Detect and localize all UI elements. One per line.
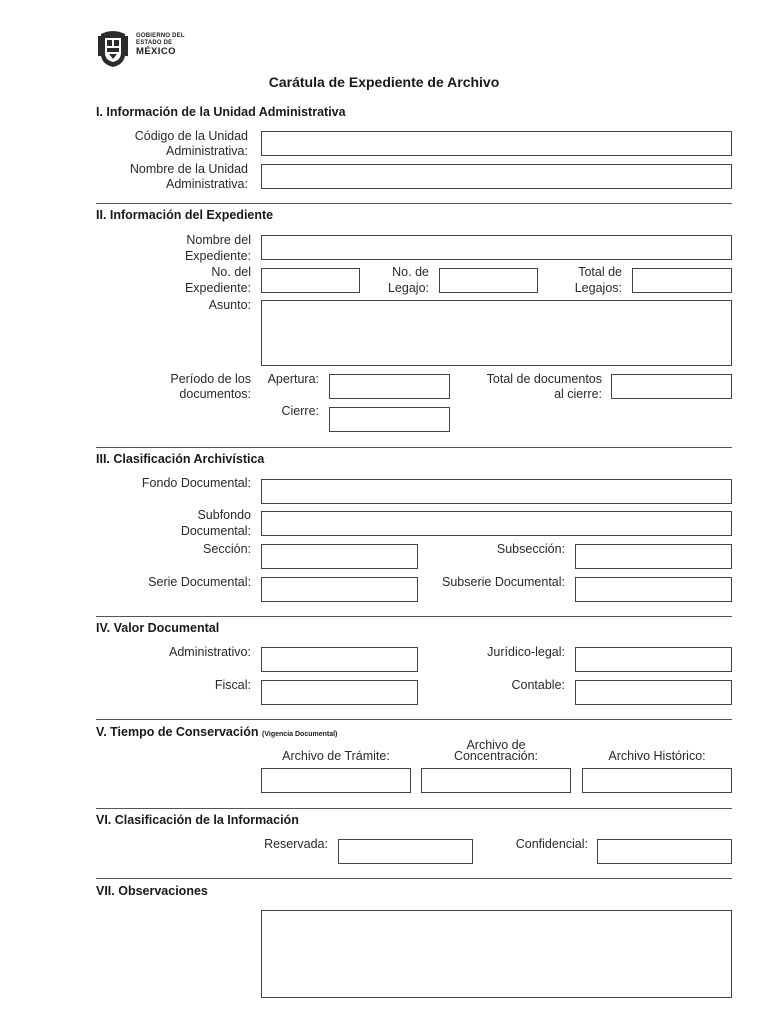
codigo-label-2: Administrativa: [166,144,248,158]
confidencial-label: Confidencial: [515,837,588,851]
no-legajo-label-2: Legajo: [387,281,429,295]
juridico-legal-input[interactable] [575,647,732,672]
fiscal-input[interactable] [261,680,418,705]
asunto-textarea[interactable] [261,300,732,366]
section-7-title: VII. Observaciones [96,884,208,898]
section-5-subtitle: (Vigencia Documental) [262,731,338,738]
total-documentos-input[interactable] [611,374,732,399]
administrativo-label: Administrativo: [169,645,251,659]
serie-documental-input[interactable] [261,577,418,602]
reservada-input[interactable] [338,839,473,864]
divider [96,447,732,448]
state-logo [96,28,130,68]
cierre-input[interactable] [329,407,450,432]
tramite-label: Archivo de Trámite: [282,749,390,763]
total-docs-label-1: Total de documentos [486,372,602,386]
confidencial-input[interactable] [597,839,732,864]
concentracion-label-2: Concentración: [453,749,539,763]
divider [96,203,732,204]
section-3-title: III. Clasificación Archivística [96,452,265,466]
no-legajo-input[interactable] [439,268,538,293]
page-title: Carátula de Expediente de Archivo [268,74,500,90]
contable-input[interactable] [575,680,732,705]
divider [96,719,732,720]
codigo-unidad-input[interactable] [261,131,732,156]
logo-line-3: MÉXICO [136,46,176,57]
archivo-concentracion-input[interactable] [421,768,571,793]
archivo-historico-input[interactable] [582,768,732,793]
nombre-unidad-input[interactable] [261,164,732,189]
seccion-input[interactable] [261,544,418,569]
subserie-documental-input[interactable] [575,577,732,602]
section-5-title-text: V. Tiempo de Conservación [96,725,259,739]
concentracion-label-1: Archivo de [466,738,526,752]
divider [96,878,732,879]
logo-text [136,33,185,57]
seccion-label: Sección: [203,542,251,556]
codigo-label-1: Código de la Unidad [134,129,248,143]
section-6-title: VI. Clasificación de la Información [96,813,299,827]
observaciones-textarea[interactable] [261,910,732,998]
subfondo-documental-input[interactable] [261,511,732,536]
subfondo-label-1: Subfondo [197,508,251,522]
logo-line-2: ESTADO DE [136,40,173,46]
asunto-label: Asunto: [208,298,251,312]
divider [96,808,732,809]
subseccion-input[interactable] [575,544,732,569]
reservada-label: Reservada: [264,837,328,851]
no-expediente-input[interactable] [261,268,360,293]
apertura-input[interactable] [329,374,450,399]
fondo-documental-input[interactable] [261,479,732,504]
cierre-label: Cierre: [281,404,319,418]
subserie-label: Subserie Documental: [442,575,565,589]
subseccion-label: Subsección: [496,542,565,556]
nombre-expediente-input[interactable] [261,235,732,260]
nombre-exp-label-2: Expediente: [184,249,251,263]
fondo-label: Fondo Documental: [141,476,251,490]
nombre-unidad-label-1: Nombre de la Unidad [129,162,248,176]
serie-label: Serie Documental: [148,575,251,589]
juridico-label: Jurídico-legal: [487,645,565,659]
section-1-title: I. Información de la Unidad Administrativa [96,105,346,119]
periodo-label-2: documentos: [179,387,251,401]
total-legajos-label-2: Legajos: [574,281,622,295]
section-2-title: II. Información del Expediente [96,208,274,222]
historico-label: Archivo Histórico: [608,749,706,763]
nombre-exp-label-1: Nombre del [186,233,251,247]
total-legajos-input[interactable] [632,268,732,293]
periodo-label-1: Período de los [170,372,251,386]
nombre-unidad-label-2: Administrativa: [166,177,248,191]
archivo-tramite-input[interactable] [261,768,411,793]
divider [96,616,732,617]
coat-of-arms-icon [96,28,130,68]
section-4-title: IV. Valor Documental [96,621,220,635]
logo-line-1: GOBIERNO DEL [136,33,185,39]
total-docs-label-2: al cierre: [554,387,602,401]
fiscal-label: Fiscal: [214,678,251,692]
no-legajo-label-1: No. de [392,265,429,279]
no-exp-label-1: No. del [211,265,251,279]
contable-label: Contable: [511,678,565,692]
section-5-title [96,725,337,739]
no-exp-label-2: Expediente: [184,281,251,295]
apertura-label: Apertura: [267,372,319,386]
administrativo-input[interactable] [261,647,418,672]
total-legajos-label-1: Total de [578,265,622,279]
subfondo-label-2: Documental: [180,524,251,538]
